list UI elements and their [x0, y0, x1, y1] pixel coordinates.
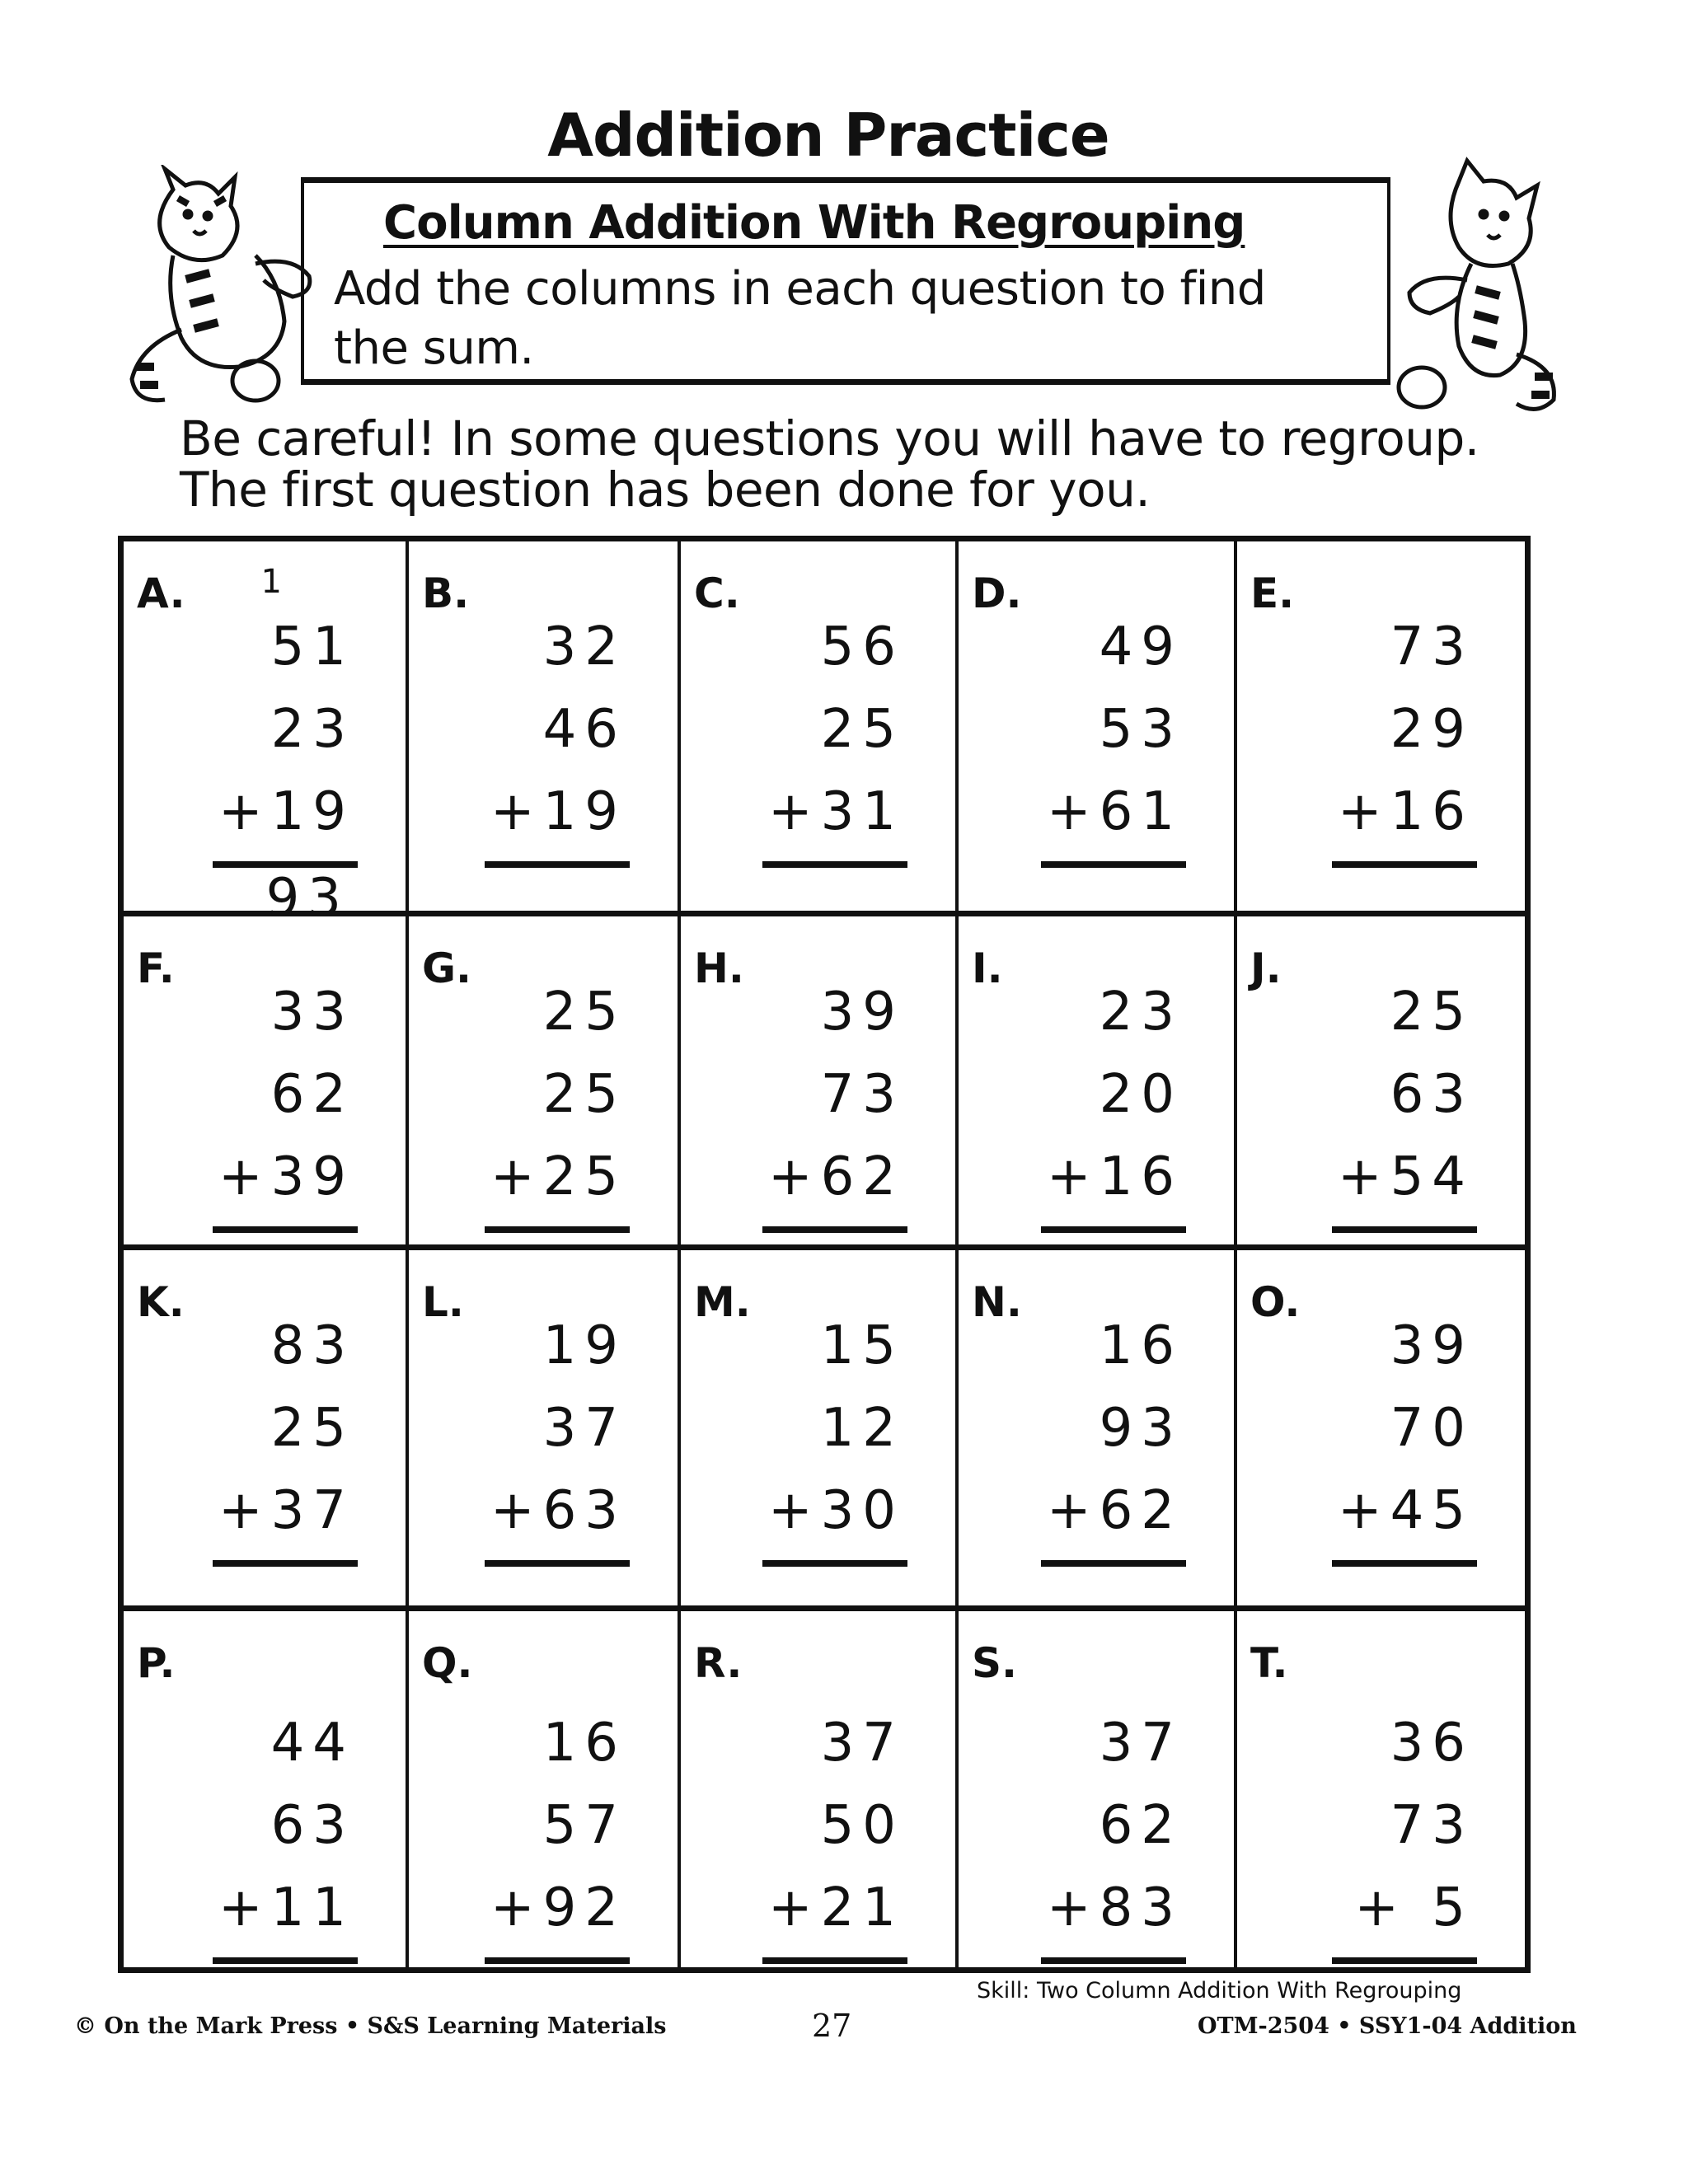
addend: 32 — [542, 616, 626, 677]
addend: 39 — [820, 982, 904, 1043]
sum-line — [213, 1226, 358, 1233]
addend-column — [748, 1702, 904, 1949]
sum-line — [213, 1957, 358, 1964]
addend: 37 — [820, 1713, 904, 1774]
addend-column — [1026, 606, 1183, 853]
sum-line — [762, 1560, 907, 1567]
answer: 93 — [265, 868, 349, 929]
skill-note: Skill: Two Column Addition With Regrouping — [977, 1978, 1462, 2004]
problem-label: H. — [694, 944, 744, 992]
problem-cell — [1237, 916, 1525, 1250]
sum-line — [762, 861, 907, 868]
addend: 70 — [1390, 1398, 1474, 1459]
addend: +31 — [767, 781, 904, 842]
banner-subtitle: Column Addition With Regrouping — [383, 196, 1245, 250]
problem-cell — [409, 1250, 681, 1611]
sum-line — [762, 1226, 907, 1233]
addend: +54 — [1337, 1146, 1474, 1207]
problem-cell — [681, 1611, 959, 1967]
problem-cell — [959, 541, 1237, 916]
addend: 20 — [1099, 1064, 1183, 1125]
problem-label: I. — [972, 944, 1003, 992]
addend-column — [1317, 971, 1474, 1218]
addend: 33 — [270, 982, 354, 1043]
problem-cell — [959, 1611, 1237, 1967]
problem-label: P. — [137, 1639, 176, 1687]
addend: +30 — [767, 1480, 904, 1541]
problem-cell — [409, 916, 681, 1250]
instruction-line-1: Add the columns in each question to find — [334, 262, 1266, 316]
footer-product-code: OTM-2504 • SSY1-04 Addition — [1198, 2013, 1577, 2039]
addend: +19 — [218, 781, 354, 842]
addend: 15 — [820, 1315, 904, 1376]
sum-line — [485, 1560, 630, 1567]
addend-column — [1026, 971, 1183, 1218]
addend: 19 — [542, 1315, 626, 1376]
addend: +61 — [1046, 781, 1183, 842]
problem-label: O. — [1250, 1278, 1301, 1326]
addend: +63 — [490, 1480, 626, 1541]
problem-label: J. — [1250, 944, 1282, 992]
sum-line — [1332, 1560, 1477, 1567]
sum-line — [485, 1957, 630, 1964]
problem-cell — [124, 541, 409, 929]
addend: 44 — [270, 1713, 354, 1774]
addend-column — [198, 1305, 354, 1552]
page-number: 27 — [812, 2008, 852, 2044]
page-title: Addition Practice — [547, 101, 1109, 170]
addend: 50 — [820, 1795, 904, 1856]
sum-line — [1332, 1226, 1477, 1233]
addend-column — [198, 606, 354, 853]
problem-label: E. — [1250, 569, 1295, 617]
striped-cat-left-icon — [115, 165, 330, 412]
note-line-2: The first question has been done for you. — [180, 462, 1151, 518]
problem-label: B. — [422, 569, 470, 617]
addend-column — [748, 606, 904, 853]
problem-cell — [124, 916, 409, 1250]
addend: 62 — [1099, 1795, 1183, 1856]
addend: +39 — [218, 1146, 354, 1207]
problem-label: Q. — [422, 1639, 473, 1687]
sum-line — [1041, 861, 1186, 868]
addend: 51 — [270, 616, 354, 677]
sum-line — [762, 1957, 907, 1964]
addend-column — [748, 971, 904, 1218]
striped-cat-right-icon — [1352, 157, 1566, 420]
addend: +62 — [767, 1146, 904, 1207]
addend: 73 — [1390, 1795, 1474, 1856]
addend-column — [1317, 1702, 1474, 1949]
addend-column — [470, 606, 626, 853]
addend-column — [470, 1702, 626, 1949]
addend-column — [470, 1305, 626, 1552]
addend: 73 — [820, 1064, 904, 1125]
addend: 83 — [270, 1315, 354, 1376]
addend: +16 — [1337, 781, 1474, 842]
carry-digit: 1 — [260, 563, 282, 601]
sum-line — [1041, 1560, 1186, 1567]
problem-label: F. — [137, 944, 175, 992]
addend: 56 — [820, 616, 904, 677]
sum-line — [485, 1226, 630, 1233]
addend: +25 — [490, 1146, 626, 1207]
addend: 46 — [542, 699, 626, 760]
addend: +21 — [767, 1877, 904, 1938]
addend: 25 — [542, 1064, 626, 1125]
addend: 12 — [820, 1398, 904, 1459]
problem-cell — [681, 916, 959, 1250]
problem-cell — [959, 916, 1237, 1250]
addend: 62 — [270, 1064, 354, 1125]
sum-line — [213, 861, 358, 868]
addend: 25 — [820, 699, 904, 760]
addend: 73 — [1390, 616, 1474, 677]
addend: 63 — [270, 1795, 354, 1856]
addend-column — [1026, 1305, 1183, 1552]
addend: +83 — [1046, 1877, 1183, 1938]
addend: +92 — [490, 1877, 626, 1938]
addend-column — [198, 971, 354, 1218]
sum-line — [1332, 861, 1477, 868]
addend-column — [748, 1305, 904, 1552]
addend: 25 — [542, 982, 626, 1043]
addend: 23 — [270, 699, 354, 760]
addend: 57 — [542, 1795, 626, 1856]
addend: 39 — [1390, 1315, 1474, 1376]
sum-line — [485, 861, 630, 868]
problem-label: C. — [694, 569, 740, 617]
addend: +37 — [218, 1480, 354, 1541]
addend: 16 — [1099, 1315, 1183, 1376]
note-line-1: Be careful! In some questions you will have to regroup. — [180, 410, 1479, 466]
problem-label: S. — [972, 1639, 1018, 1687]
problem-label: T. — [1250, 1639, 1288, 1687]
problem-cell — [1237, 1250, 1525, 1611]
problem-cell — [1237, 541, 1525, 916]
addend: +16 — [1046, 1146, 1183, 1207]
addend: 37 — [1099, 1713, 1183, 1774]
problem-label: G. — [422, 944, 472, 992]
addend: 93 — [1099, 1398, 1183, 1459]
problem-label: A. — [137, 569, 185, 617]
addend-column — [1317, 606, 1474, 853]
sum-line — [213, 1560, 358, 1567]
addend-column — [1026, 1702, 1183, 1949]
addend: 23 — [1099, 982, 1183, 1043]
problem-cell — [1237, 1611, 1525, 1967]
addend: +45 — [1337, 1480, 1474, 1541]
addend: +11 — [218, 1877, 354, 1938]
addend: 37 — [542, 1398, 626, 1459]
problem-cell — [681, 1250, 959, 1611]
problem-cell — [959, 1250, 1237, 1611]
instruction-line-2: the sum. — [334, 321, 534, 375]
addend: 25 — [1390, 982, 1474, 1043]
problem-label: K. — [137, 1278, 185, 1326]
addend: 63 — [1390, 1064, 1474, 1125]
addend-column — [198, 1702, 354, 1949]
problem-label: M. — [694, 1278, 751, 1326]
addend-column — [1317, 1305, 1474, 1552]
addend: 53 — [1099, 699, 1183, 760]
addend: +19 — [490, 781, 626, 842]
problem-grid — [118, 536, 1531, 1973]
problem-cell — [409, 541, 681, 916]
addend: +62 — [1046, 1480, 1183, 1541]
addend: + 5 — [1354, 1877, 1474, 1938]
problem-cell — [124, 1611, 409, 1967]
problem-label: L. — [422, 1278, 464, 1326]
addend: 29 — [1390, 699, 1474, 760]
problem-cell — [409, 1611, 681, 1967]
footer-copyright: © On the Mark Press • S&S Learning Materials — [74, 2013, 667, 2039]
problem-label: N. — [972, 1278, 1022, 1326]
addend: 16 — [542, 1713, 626, 1774]
addend: 49 — [1099, 616, 1183, 677]
addend: 36 — [1390, 1713, 1474, 1774]
problem-cell — [681, 541, 959, 916]
sum-line — [1041, 1957, 1186, 1964]
sum-line — [1332, 1957, 1477, 1964]
addend-column — [470, 971, 626, 1218]
problem-cell — [124, 1250, 409, 1611]
problem-label: D. — [972, 569, 1022, 617]
sum-line — [1041, 1226, 1186, 1233]
addend: 25 — [270, 1398, 354, 1459]
problem-label: R. — [694, 1639, 743, 1687]
